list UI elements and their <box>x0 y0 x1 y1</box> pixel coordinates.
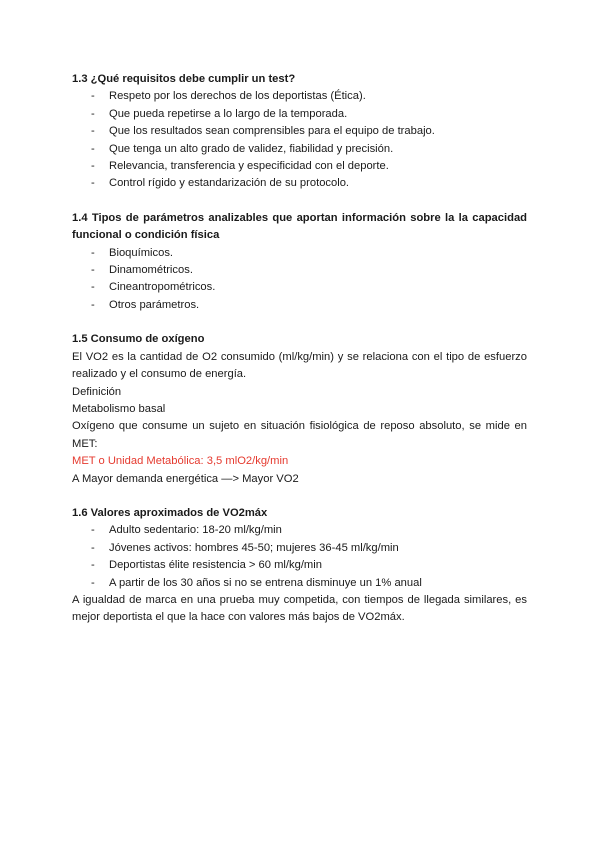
list-item <box>72 141 527 158</box>
list-item <box>72 279 527 296</box>
basal-metabolism-line: Metabolismo basal <box>72 402 166 415</box>
section-vo2max-values <box>72 505 527 627</box>
vo2-definition-paragraph: El VO2 es la cantidad de O2 consumido (ml/kg/min) y se relaciona con el tipo de esfuerzo realizado y el consumo de energía. <box>72 350 527 381</box>
list-item <box>72 575 527 592</box>
section-parameter-types <box>72 210 527 314</box>
list-item-text: Deportistas élite resistencia > 60 ml/kg/min <box>109 559 322 572</box>
dash-bullet: - <box>91 160 95 173</box>
requirements-list <box>72 88 527 192</box>
list-item <box>72 106 527 123</box>
list-item-text: Control rígido y estandarización de su protocolo. <box>109 177 350 190</box>
dash-bullet: - <box>91 264 95 277</box>
section-oxygen-consumption <box>72 331 527 488</box>
list-item-text: Cineantropométricos. <box>109 281 216 294</box>
dash-bullet: - <box>91 142 95 155</box>
list-item <box>72 557 527 574</box>
parameters-list <box>72 245 527 315</box>
list-item-text: Dinamométricos. <box>109 264 193 277</box>
list-item-text: Que pueda repetirse a lo largo de la temporada. <box>109 107 348 120</box>
dash-bullet: - <box>91 576 95 589</box>
section-heading: 1.3 ¿Qué requisitos debe cumplir un test? <box>72 73 296 85</box>
list-item <box>72 175 527 192</box>
list-item <box>72 158 527 175</box>
demand-relation-line: A Mayor demanda energética —> Mayor VO2 <box>72 472 299 485</box>
dash-bullet: - <box>91 524 95 537</box>
dash-bullet: - <box>91 246 95 259</box>
vo2max-comparison-paragraph: A igualdad de marca en una prueba muy competida, con tiempos de llegada similares, es mejor deportista el que la hace con valores más bajos de VO2máx. <box>72 593 527 624</box>
list-item-text: Respeto por los derechos de los deportistas (Ética). <box>109 90 366 103</box>
dash-bullet: - <box>91 177 95 190</box>
dash-bullet: - <box>91 281 95 294</box>
basal-metabolism-paragraph: Oxígeno que consume un sujeto en situación fisiológica de reposo absoluto, se mide en MET: <box>72 420 527 450</box>
dash-bullet: - <box>91 298 95 311</box>
document-content <box>72 71 527 644</box>
list-item-text: Jóvenes activos: hombres 45-50; mujeres 36-45 ml/kg/min <box>109 541 399 554</box>
list-item-text: Que tenga un alto grado de validez, fiabilidad y precisión. <box>109 142 394 155</box>
list-item-text: Bioquímicos. <box>109 246 174 259</box>
definition-line: Definición <box>72 385 122 398</box>
list-item <box>72 540 527 557</box>
dash-bullet: - <box>91 107 95 120</box>
list-item-text: Relevancia, transferencia y especificidad con el deporte. <box>109 160 389 173</box>
list-item <box>72 245 527 262</box>
dash-bullet: - <box>91 90 95 103</box>
list-item <box>72 123 527 140</box>
list-item <box>72 522 527 539</box>
vo2max-list <box>72 522 527 592</box>
list-item-text: Adulto sedentario: 18-20 ml/kg/min <box>109 524 282 537</box>
section-heading: 1.4 Tipos de parámetros analizables que aportan información sobre la la capacidad funcional o condición física <box>72 211 527 242</box>
list-item-text: Otros parámetros. <box>109 298 200 311</box>
list-item-text: Que los resultados sean comprensibles para el equipo de trabajo. <box>109 125 435 138</box>
list-item <box>72 262 527 279</box>
list-item <box>72 88 527 105</box>
dash-bullet: - <box>91 559 95 572</box>
met-highlight-line: MET o Unidad Metabólica: 3,5 mlO2/kg/min <box>72 455 289 468</box>
section-test-requirements <box>72 71 527 193</box>
section-heading: 1.5 Consumo de oxígeno <box>72 333 205 346</box>
dash-bullet: - <box>91 541 95 554</box>
section-heading: 1.6 Valores aproximados de VO2máx <box>72 506 268 519</box>
list-item <box>72 297 527 314</box>
list-item-text: A partir de los 30 años si no se entrena disminuye un 1% anual <box>109 576 422 589</box>
dash-bullet: - <box>91 125 95 138</box>
